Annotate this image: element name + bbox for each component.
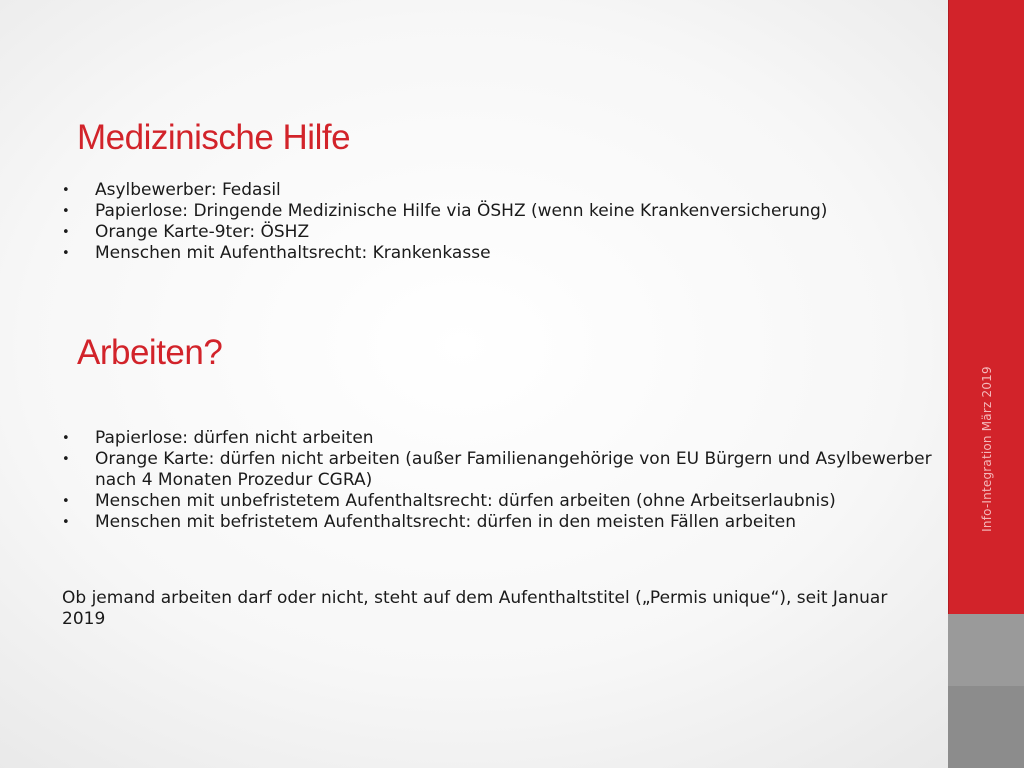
bullet-icon: • [62, 515, 70, 530]
bullet-icon: • [62, 494, 70, 509]
list-item-text: Orange Karte: dürfen nicht arbeiten (außer Familienangehörige von EU Bürgern und Asylbewerber nach 4 Monaten Prozedur CGRA) [95, 449, 932, 490]
footer-label: Info-Integration März 2019 [980, 366, 994, 532]
list-item [62, 201, 942, 222]
bullet-icon: • [62, 204, 70, 219]
bullet-icon: • [62, 431, 70, 446]
work-bullet-list [62, 428, 942, 533]
list-item [62, 491, 942, 512]
work-note-paragraph: Ob jemand arbeiten darf oder nicht, steht auf dem Aufenthaltstitel („Permis unique“), seit Januar 2019 [62, 588, 888, 629]
list-item-text: Orange Karte-9ter: ÖSHZ [95, 222, 310, 242]
list-item-text: Asylbewerber: Fedasil [95, 180, 281, 200]
list-item [62, 428, 942, 449]
bullet-icon: • [62, 246, 70, 261]
list-item [62, 180, 942, 201]
list-item [62, 243, 942, 264]
list-item [62, 449, 942, 491]
list-item-text: Papierlose: dürfen nicht arbeiten [95, 428, 374, 448]
bullet-icon: • [62, 225, 70, 240]
bullet-icon: • [62, 183, 70, 198]
section-title-medical: Medizinische Hilfe [77, 118, 351, 157]
section-title-work: Arbeiten? [77, 333, 223, 372]
list-item-text: Papierlose: Dringende Medizinische Hilfe via ÖSHZ (wenn keine Krankenversicherung) [95, 201, 828, 221]
list-item [62, 512, 942, 533]
list-item-text: Menschen mit befristetem Aufenthaltsrecht: dürfen in den meisten Fällen arbeiten [95, 512, 797, 532]
list-item [62, 222, 942, 243]
list-item-text: Menschen mit unbefristetem Aufenthaltsrecht: dürfen arbeiten (ohne Arbeitserlaubnis) [95, 491, 836, 511]
sidebar-gray-band-lower [948, 686, 1024, 768]
list-item-text: Menschen mit Aufenthaltsrecht: Krankenkasse [95, 243, 491, 263]
medical-bullet-list [62, 180, 942, 264]
bullet-icon: • [62, 452, 70, 467]
